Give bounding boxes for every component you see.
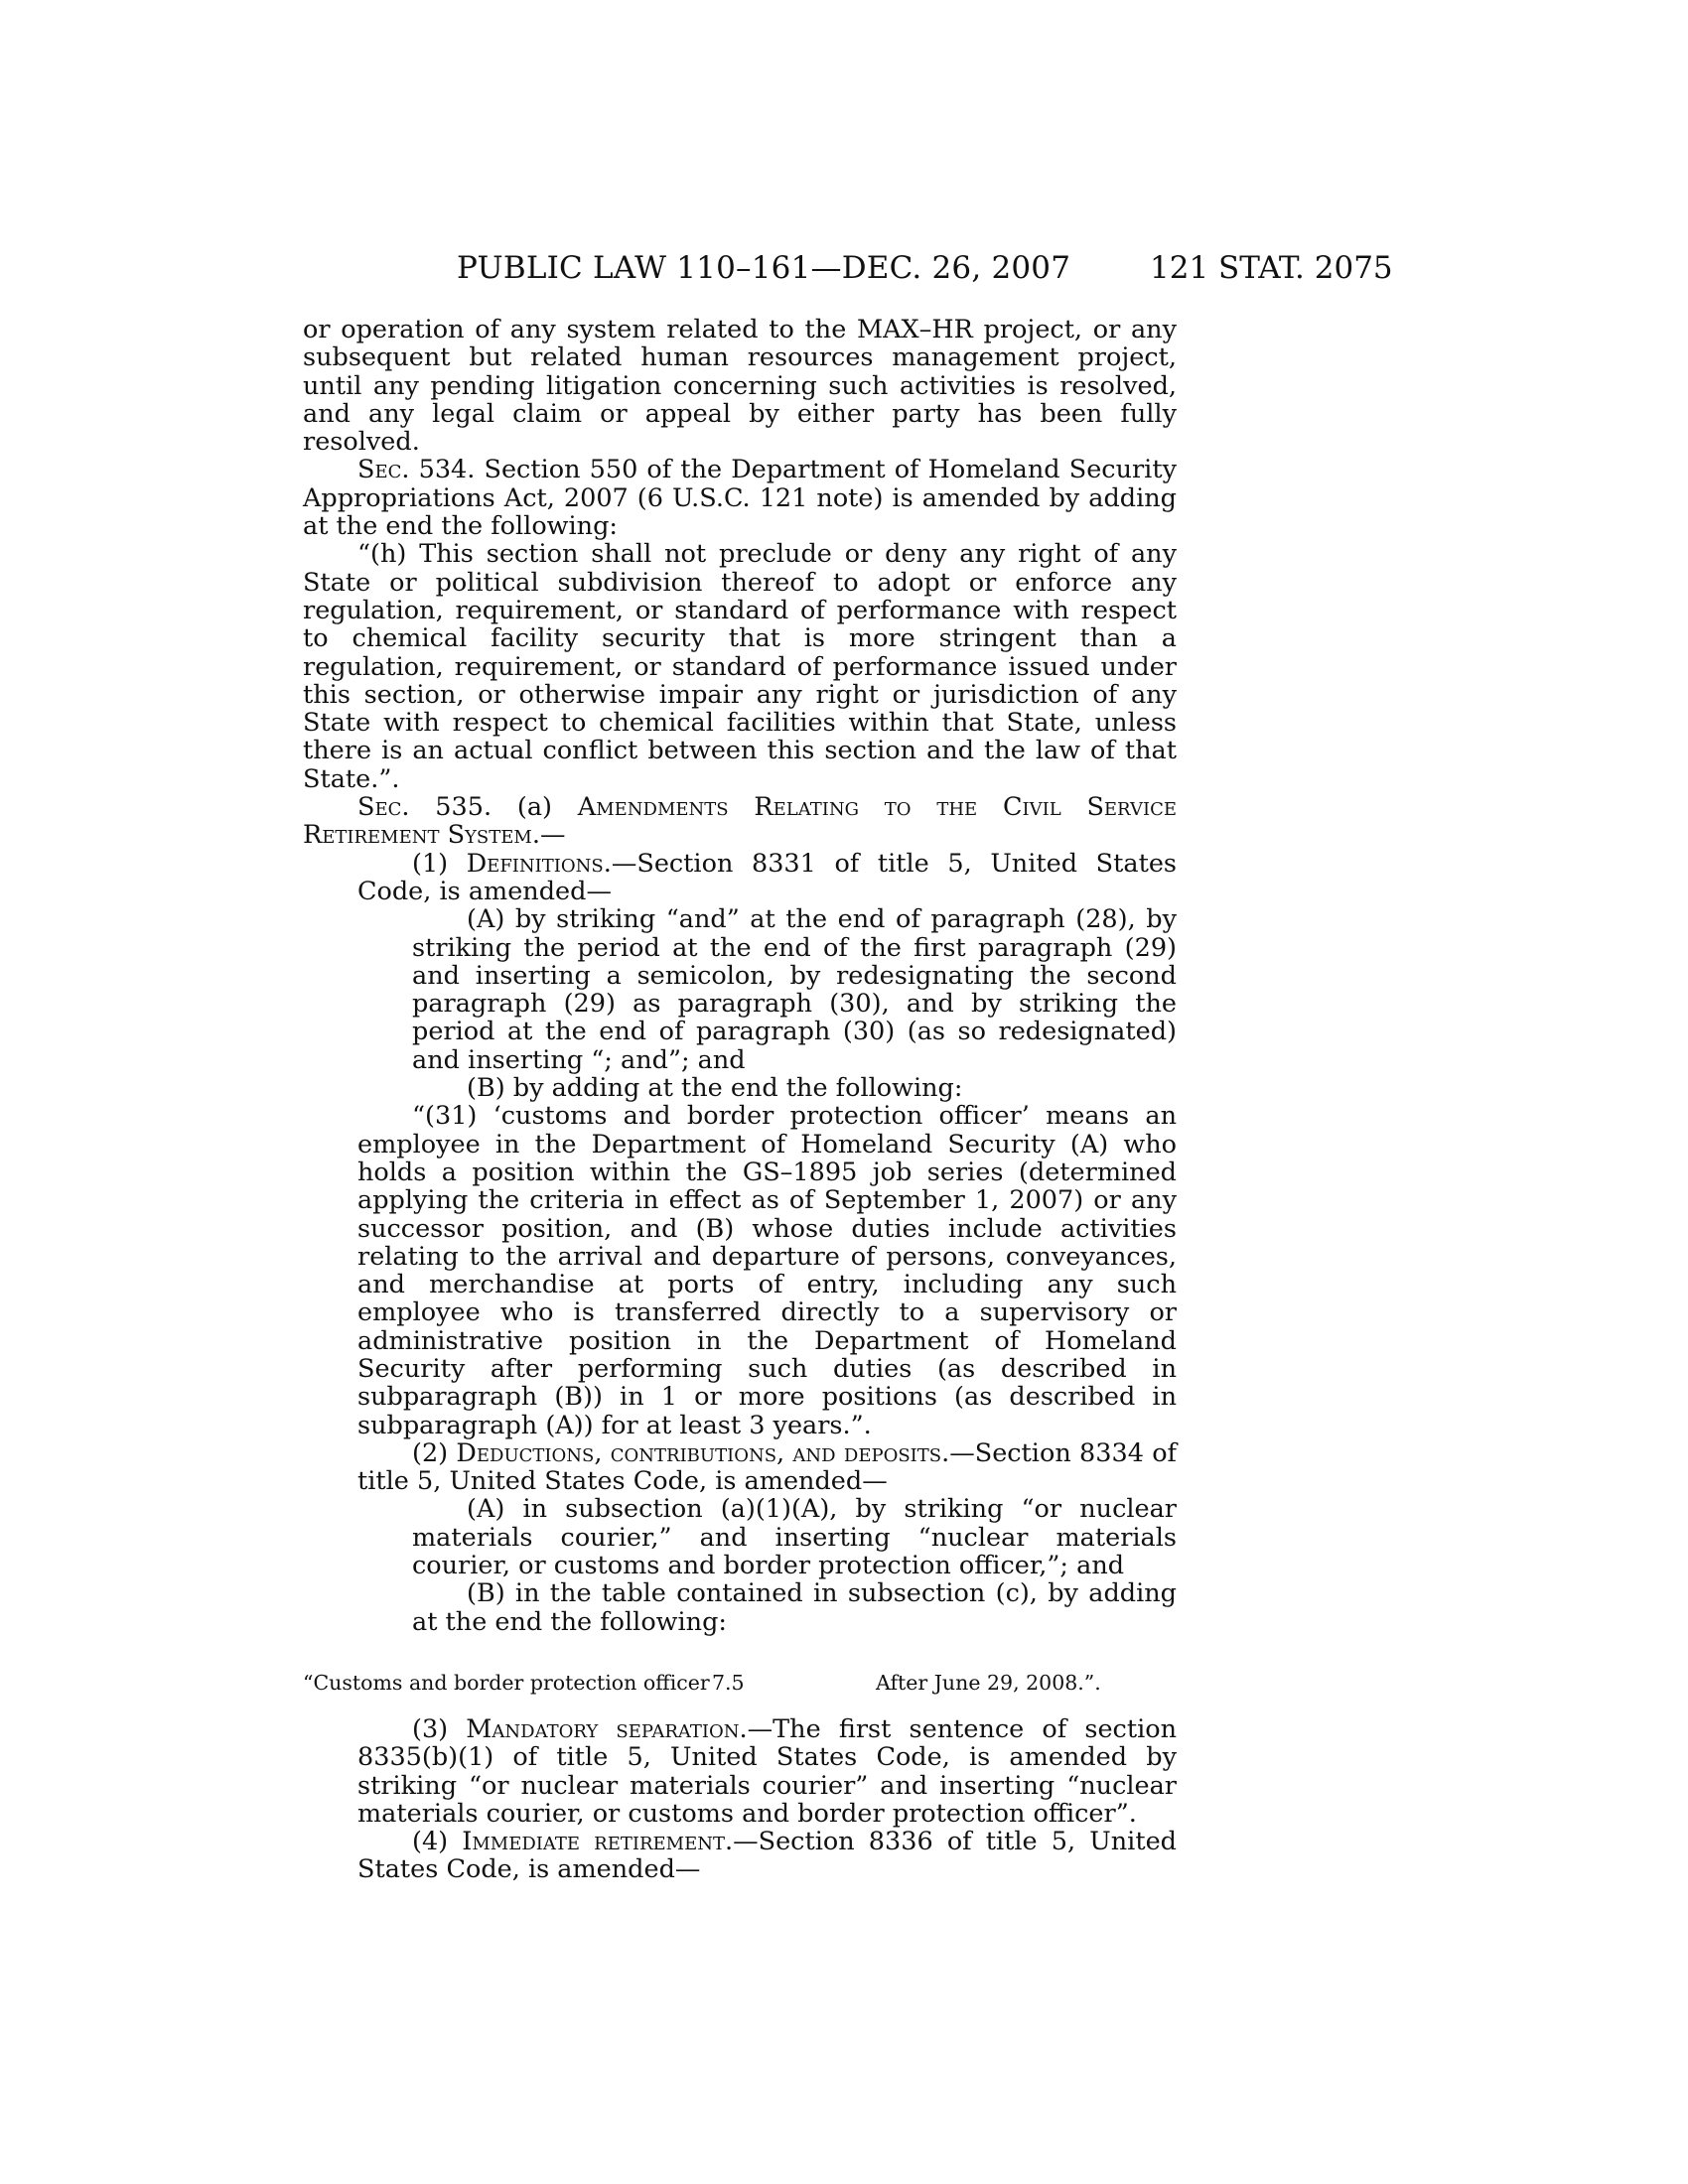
paragraph-2-deductions bbox=[303, 1439, 1177, 1496]
section-534 bbox=[303, 456, 1177, 540]
quoted-paragraph-31: “(31) ‘customs and border protection officer’ means an employee in the Department of Homeland Security (A) who holds a position within the GS–1895 job series (determined applying the criteria in effect as of September 1, 2007) or any successor position, and (B) whose duties include activities relating to the arrival and departure of persons, conveyances, and merchandise at ports of entry, including any such employee who is transferred directly to a supervisory or administrative position in the Department of Homeland Security after performing such duties (as described in subparagraph (B)) in 1 or more positions (as described in subparagraph (A)) for at least 3 years.”. bbox=[357, 1101, 1177, 1440]
paragraph-text: —Section 8336 of title 5, United States Code, is amended— bbox=[357, 1827, 1177, 1885]
table-cell-percentage: 7.5 bbox=[712, 1671, 745, 1695]
page-stat-number: 121 STAT. 2075 bbox=[1150, 250, 1393, 286]
document-body bbox=[303, 316, 1177, 1636]
paragraph-number: (3) bbox=[412, 1714, 467, 1744]
section-label: Sec. bbox=[357, 792, 410, 823]
section-535-dash: — bbox=[539, 820, 566, 851]
table-cell-category: “Customs and border protection officer bbox=[303, 1671, 710, 1695]
quoted-subsection-h: “(h) This section shall not preclude or deny any right of any State or political subdivision thereof to adopt or enforce any regulation, requirement, or standard of performance with respect to chemical facility security that is more stringent than a regulation, requirement, or standard of performance issued under this section, or otherwise impair any right or jurisdiction of any State with respect to chemical facilities within that State, unless there is an actual conflict between this section and the law of that State.”. bbox=[303, 539, 1177, 794]
subparagraph-a: (A) by striking “and” at the end of paragraph (28), by striking the period at the end of the first paragraph (29) and inserting a semicolon, by redesignating the second paragraph (29) as paragraph (30), and by striking the period at the end of paragraph (30) (as so redesignated) and inserting “; and”; and bbox=[412, 904, 1177, 1075]
paragraph-heading: Deductions, contributions, and deposits. bbox=[456, 1437, 950, 1468]
paragraph-number: (1) bbox=[412, 848, 467, 879]
paragraph-3-mandatory-separation bbox=[303, 1715, 1177, 1828]
paragraph-heading: Definitions. bbox=[466, 848, 612, 879]
table-cell-period: After June 29, 2008.”. bbox=[876, 1671, 1101, 1695]
paragraph-continuation: or operation of any system related to the MAX–HR project, or any subsequent but related human resources management project, until any pending litigation concerning such activities is resolved, and any legal claim or appeal by either party has been fully resolved. bbox=[303, 315, 1177, 458]
paragraph-heading: Immediate retirement. bbox=[462, 1827, 734, 1857]
subparagraph-b: (B) by adding at the end the following: bbox=[467, 1073, 963, 1104]
subparagraph-a: (A) in subsection (a)(1)(A), by striking “or nuclear materials courier,” and inserting “nuclear materials courier, or customs and border protection officer,”; and bbox=[412, 1494, 1177, 1581]
paragraph-1-definitions bbox=[303, 850, 1177, 906]
paragraph-number: (4) bbox=[412, 1827, 463, 1857]
section-label: Sec. bbox=[357, 455, 410, 485]
paragraph-number: (2) bbox=[412, 1437, 457, 1468]
section-534-text: 534. Section 550 of the Department of Homeland Security Appropriations Act, 2007 (6 U.S.C. 121 note) is amended by adding at the end the following: bbox=[303, 455, 1177, 542]
paragraph-text: —The first sentence of section 8335(b)(1) of title 5, United States Code, is amended by striking “or nuclear materials courier” and inserting “nuclear materials courier, or customs and border protection officer”. bbox=[357, 1714, 1178, 1829]
section-535-heading: Amendments Relating to the Civil Service Retirement System. bbox=[303, 792, 1177, 851]
section-535 bbox=[303, 793, 1177, 850]
subparagraph-b: (B) in the table contained in subsection (c), by adding at the end the following: bbox=[412, 1578, 1177, 1637]
section-535-number: 535. (a) bbox=[409, 792, 578, 823]
running-header-title: PUBLIC LAW 110–161—DEC. 26, 2007 bbox=[457, 250, 1071, 286]
paragraph-text: —Section 8331 of title 5, United States Code, is amended— bbox=[357, 848, 1177, 906]
paragraph-4-immediate-retirement bbox=[303, 1828, 1177, 1884]
paragraph-heading: Mandatory separation. bbox=[466, 1714, 748, 1744]
paragraph-text: —Section 8334 of title 5, United States Code, is amended— bbox=[357, 1437, 1178, 1497]
document-body-continued bbox=[303, 1715, 1177, 1884]
